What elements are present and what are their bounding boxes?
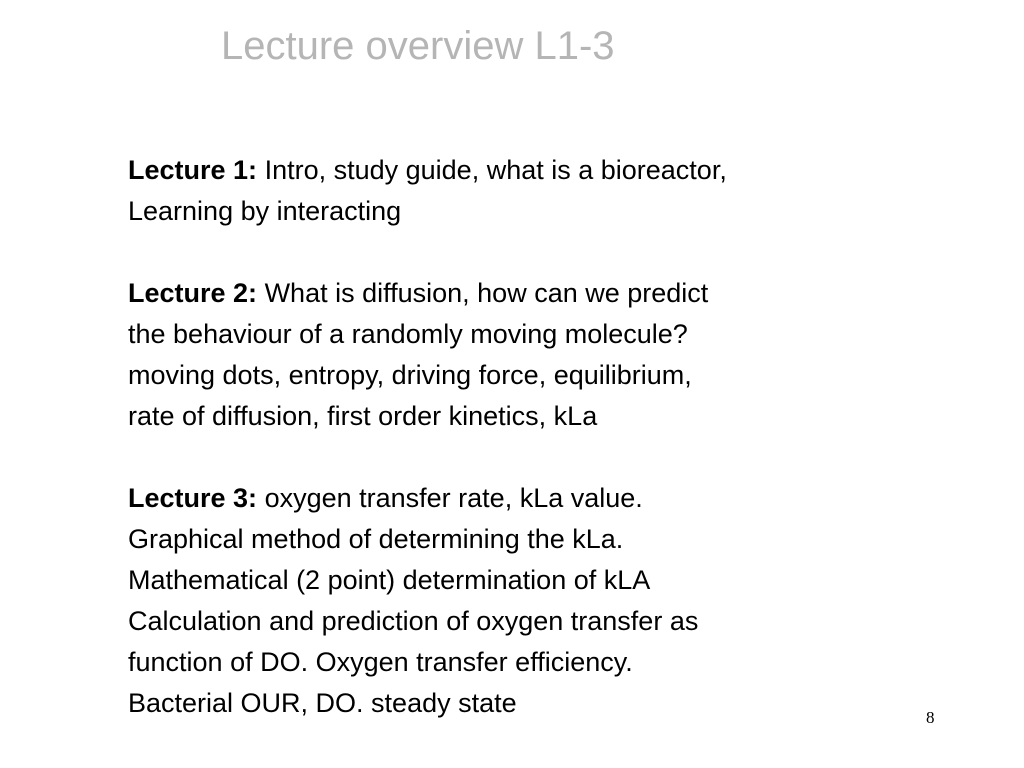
lecture-1-line-1: Intro, study guide, what is a bioreactor, [264,155,727,185]
lecture-3-line-1: oxygen transfer rate, kLa value. [264,483,643,513]
lecture-2-block [128,273,918,437]
slide-title: Lecture overview L1-3 [221,24,615,68]
lecture-1-first-line [128,150,918,191]
page-number: 8 [926,708,935,727]
lecture-3-block [128,478,918,724]
lecture-1-label: Lecture 1: [128,155,258,185]
lecture-2-line-4: rate of diffusion, first order kinetics, kLa [128,401,598,431]
lecture-3-first-line [128,478,918,519]
lecture-3-line-6: Bacterial OUR, DO. steady state [128,688,517,718]
lecture-2-line-1: What is diffusion, how can we predict [264,278,709,308]
lecture-3-label: Lecture 3: [128,483,258,513]
lecture-2-label: Lecture 2: [128,278,258,308]
lecture-2-line-2: the behaviour of a randomly moving molecule? [128,319,688,349]
lecture-1-block [128,150,918,232]
lecture-2-line-3: moving dots, entropy, driving force, equilibrium, [128,360,692,390]
lecture-list [128,150,918,765]
lecture-2-first-line [128,273,918,314]
lecture-3-line-4: Calculation and prediction of oxygen transfer as [128,606,699,636]
lecture-3-line-3: Mathematical (2 point) determination of kLA [128,565,651,595]
lecture-3-line-2: Graphical method of determining the kLa. [128,524,624,554]
lecture-1-line-2: Learning by interacting [128,196,402,226]
lecture-3-line-5: function of DO. Oxygen transfer efficiency. [128,647,633,677]
